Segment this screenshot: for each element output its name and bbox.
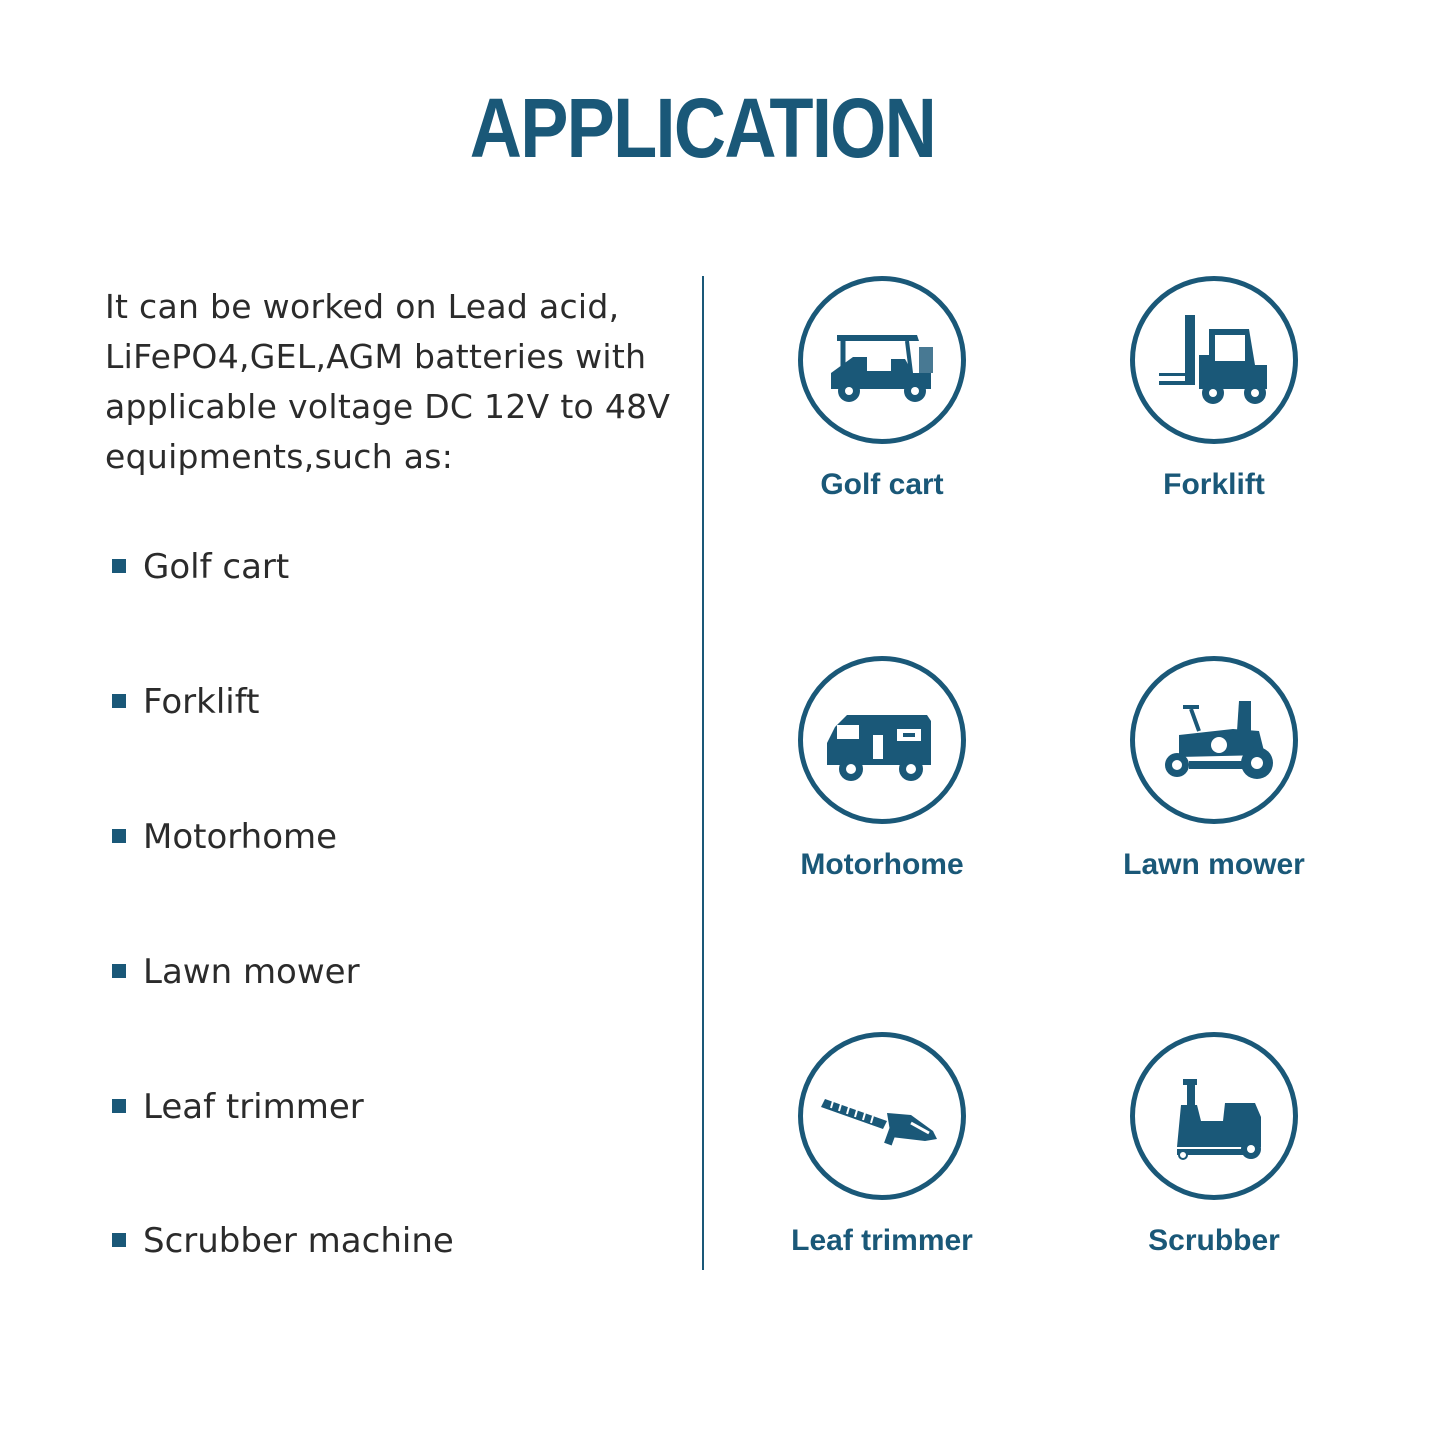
list-item [112,817,337,857]
list-item-label: Motorhome [143,817,338,857]
list-item-label: Golf cart [143,547,290,587]
app-forklift [1084,276,1344,502]
intro-text: It can be worked on Lead acid, LiFePO4,GEL,AGM batteries with applicable voltage DC 12V to 48V equipments,such as: [105,287,671,476]
app-leaf-trimmer [752,1032,1012,1258]
app-label: Leaf trimmer [791,1224,973,1257]
list-item-label: Lawn mower [143,952,360,992]
list-item-label: Leaf trimmer [143,1087,364,1127]
bullet-icon [112,694,126,708]
forklift-icon [1139,285,1289,435]
list-item [112,1087,364,1127]
icon-ring [798,276,966,444]
golf-cart-icon [807,285,957,435]
icon-ring [1130,276,1298,444]
app-label: Motorhome [800,848,964,881]
leaf-trimmer-icon [807,1041,957,1191]
list-item [112,547,289,587]
app-label: Scrubber [1148,1224,1280,1257]
list-item [112,1221,454,1261]
list-item-label: Scrubber machine [143,1221,454,1261]
icon-ring [1130,656,1298,824]
lawn-mower-icon [1139,665,1289,815]
app-motorhome [752,656,1012,882]
bullet-icon [112,964,126,978]
bullet-icon [112,829,126,843]
page-title: APPLICATION [469,81,936,175]
list-item [112,952,360,992]
bullet-icon [112,1233,126,1247]
icon-ring [798,1032,966,1200]
icon-ring [1130,1032,1298,1200]
scrubber-icon [1139,1041,1289,1191]
motorhome-icon [807,665,957,815]
app-label: Forklift [1163,468,1265,501]
bullet-icon [112,1099,126,1113]
app-scrubber [1084,1032,1344,1258]
app-label: Lawn mower [1123,848,1305,881]
bullet-icon [112,559,126,573]
list-item-label: Forklift [143,682,260,722]
list-item [112,682,259,722]
app-lawn-mower [1084,656,1344,882]
vertical-divider [702,276,704,1270]
app-label: Golf cart [820,468,944,501]
app-golf-cart [752,276,1012,502]
icon-ring [798,656,966,824]
